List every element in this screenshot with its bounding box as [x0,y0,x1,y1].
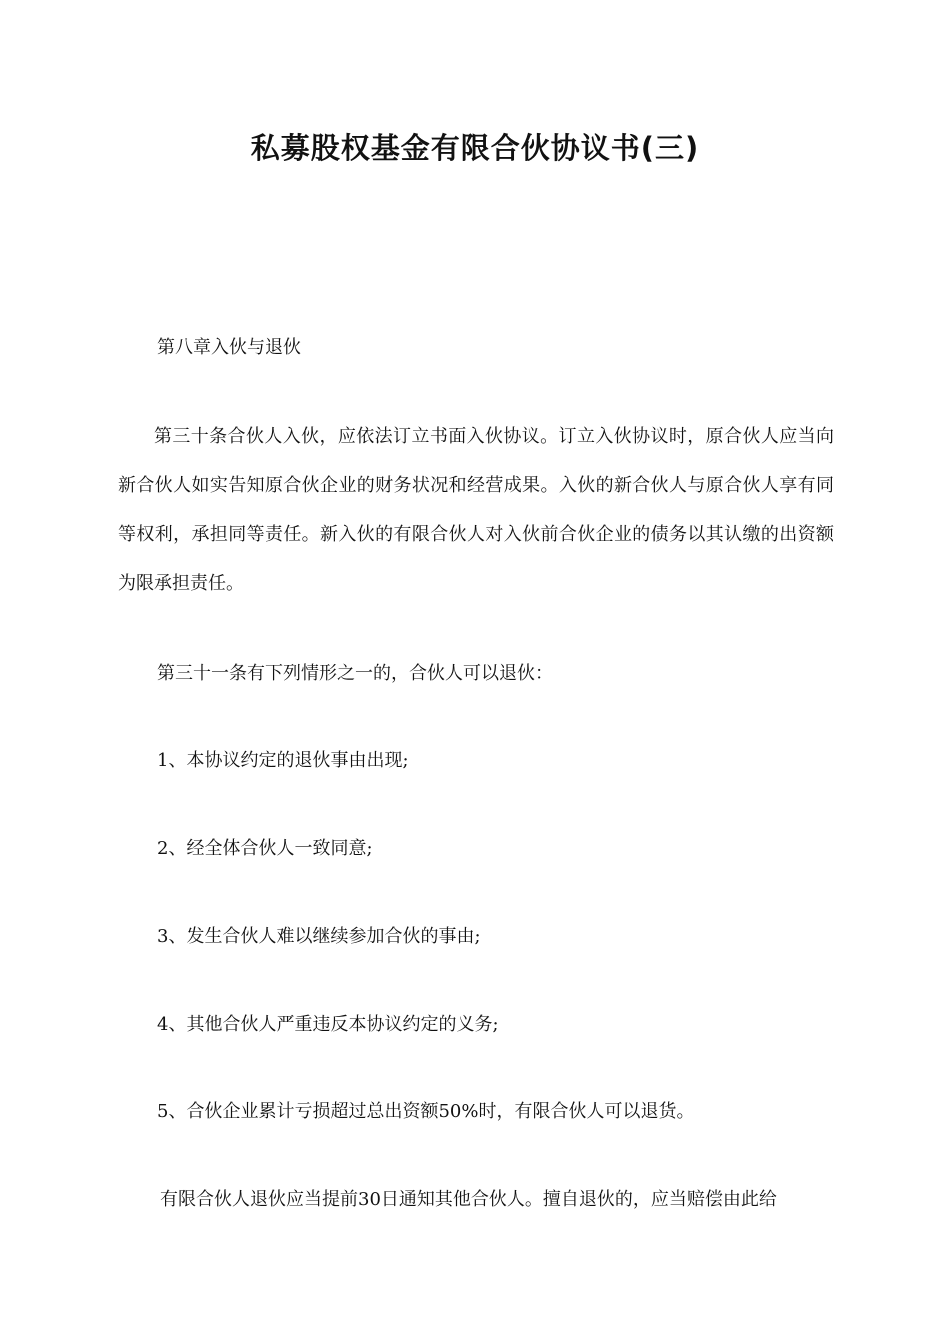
chapter-heading: 第八章入伙与退伙 [157,337,301,358]
trailing-paragraph: 有限合伙人退伙应当提前30日通知其他合伙人。擅自退伙的，应当赔偿由此给 [160,1189,777,1210]
list-item-1: 1、本协议约定的退伙事由出现; [157,750,409,771]
list-item-5: 5、合伙企业累计亏损超过总出资额50%时，有限合伙人可以退货。 [157,1101,695,1122]
article-31-paragraph: 第三十一条有下列情形之一的，合伙人可以退伙： [157,663,553,684]
list-item-4: 4、其他合伙人严重违反本协议约定的义务; [157,1014,499,1035]
list-item-3: 3、发生合伙人难以继续参加合伙的事由; [157,926,481,947]
document-title: 私募股权基金有限合伙协议书(三) [250,131,700,165]
list-item-2: 2、经全体合伙人一致同意; [157,838,373,859]
article-30-paragraph: 第三十条合伙人入伙，应依法订立书面入伙协议。订立入伙协议时，原合伙人应当向新合伙人如实告知原合伙企业的财务状况和经营成果。入伙的新合伙人与原合伙人享有同等权利，承担同等责任。新入伙的有限合伙人对入伙前合伙企业的债务以其认缴的出资额为限承担责任。 [118,426,834,594]
